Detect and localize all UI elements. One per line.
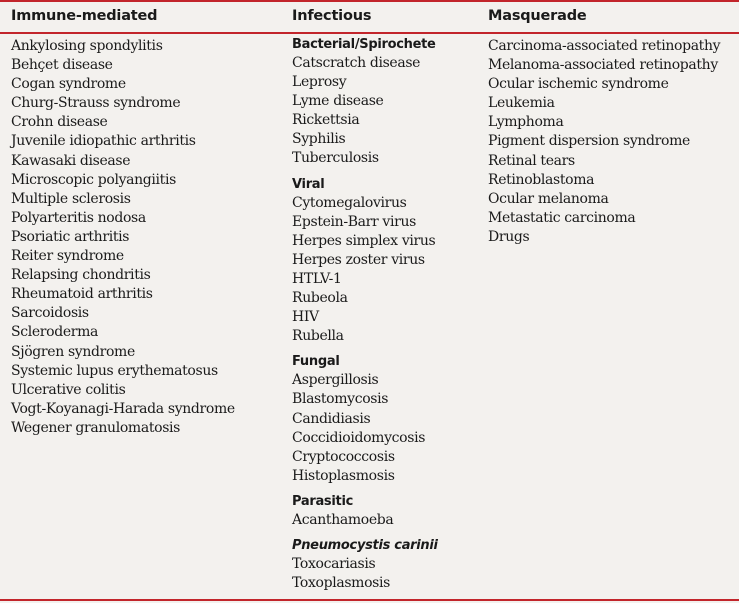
- list-item: Carcinoma-associated retinopathy: [488, 38, 721, 54]
- list-item: Pigment dispersion syndrome: [488, 133, 690, 150]
- list-item: Catscratch disease: [292, 55, 421, 71]
- list-item: Microscopic polyangiitis: [11, 171, 176, 188]
- list-item: Churg-Strauss syndrome: [11, 95, 181, 112]
- table-top-rule: [0, 0, 739, 2]
- list-item: Rubella: [292, 328, 344, 345]
- list-item: Leprosy: [292, 74, 347, 91]
- list-item: Cryptococcosis: [292, 448, 395, 465]
- list-item: Coccidioidomycosis: [292, 429, 426, 446]
- list-item: Ocular ischemic syndrome: [488, 76, 669, 93]
- list-item: Rickettsia: [292, 112, 360, 129]
- list-item: Lyme disease: [292, 93, 384, 110]
- group-heading: Fungal: [292, 354, 340, 370]
- infectious-group: [292, 492, 438, 530]
- infectious-group: [292, 35, 438, 169]
- list-item: Kawasaki disease: [11, 152, 131, 169]
- immune-mediated-list: [11, 37, 235, 438]
- column-header-infectious: Infectious: [292, 8, 372, 24]
- list-item: Scleroderma: [11, 324, 99, 341]
- list-item: Ulcerative colitis: [11, 381, 126, 398]
- masquerade-list: [488, 37, 720, 247]
- column-header-masquerade: Masquerade: [488, 8, 587, 24]
- list-item: Metastatic carcinoma: [488, 209, 636, 226]
- list-item: Psoriatic arthritis: [11, 228, 130, 245]
- list-item: Leukemia: [488, 95, 555, 112]
- list-item: Polyarteritis nodosa: [11, 209, 146, 226]
- list-item: Juvenile idiopathic arthritis: [11, 133, 196, 150]
- list-item: Cogan syndrome: [11, 76, 126, 93]
- list-item: Systemic lupus erythematosus: [11, 362, 218, 379]
- group-heading: Viral: [292, 176, 325, 192]
- list-item: Tuberculosis: [292, 150, 379, 167]
- list-item: Aspergillosis: [292, 372, 379, 389]
- list-item: Lymphoma: [488, 114, 564, 131]
- list-item: Wegener granulomatosis: [11, 419, 180, 436]
- list-item: Rubeola: [292, 290, 348, 307]
- group-heading: Pneumocystis carinii: [292, 537, 438, 553]
- list-item: Acanthamoeba: [292, 511, 394, 528]
- list-item: Vogt-Koyanagi-Harada syndrome: [11, 400, 235, 417]
- list-item: Ankylosing spondylitis: [11, 38, 163, 54]
- list-item: Herpes simplex virus: [292, 232, 436, 249]
- list-item: Cytomegalovirus: [292, 194, 407, 211]
- list-item: Rheumatoid arthritis: [11, 286, 153, 303]
- list-item: Behçet disease: [11, 57, 113, 74]
- list-item: Drugs: [488, 228, 530, 245]
- list-item: Relapsing chondritis: [11, 267, 151, 284]
- list-item: Syphilis: [292, 131, 346, 148]
- list-item: Retinal tears: [488, 152, 575, 169]
- list-item: Epstein-Barr virus: [292, 213, 416, 230]
- list-item: Blastomycosis: [292, 391, 389, 408]
- list-item: Multiple sclerosis: [11, 190, 131, 207]
- infectious-group: [292, 352, 438, 486]
- list-item: Melanoma-associated retinopathy: [488, 57, 718, 74]
- list-item: HTLV-1: [292, 270, 342, 287]
- group-heading: Parasitic: [292, 493, 354, 509]
- table-bottom-rule: [0, 599, 739, 601]
- list-item: Histoplasmosis: [292, 467, 395, 484]
- list-item: Toxocariasis: [292, 555, 376, 572]
- list-item: Sarcoidosis: [11, 305, 89, 322]
- group-heading: Bacterial/Spirochete: [292, 37, 436, 52]
- list-item: Sjögren syndrome: [11, 343, 135, 360]
- infectious-group: [292, 536, 438, 593]
- infectious-group: [292, 175, 438, 347]
- list-item: Reiter syndrome: [11, 248, 124, 265]
- list-item: Toxoplasmosis: [292, 575, 390, 592]
- list-item: Candidiasis: [292, 410, 371, 427]
- header-divider-rule: [0, 32, 739, 34]
- list-item: Herpes zoster virus: [292, 251, 425, 268]
- list-item: Ocular melanoma: [488, 190, 609, 207]
- list-item: Retinoblastoma: [488, 171, 595, 188]
- infectious-list: [292, 35, 438, 593]
- list-item: Crohn disease: [11, 114, 108, 131]
- list-item: HIV: [292, 309, 319, 326]
- column-header-immune-mediated: Immune-mediated: [11, 8, 158, 24]
